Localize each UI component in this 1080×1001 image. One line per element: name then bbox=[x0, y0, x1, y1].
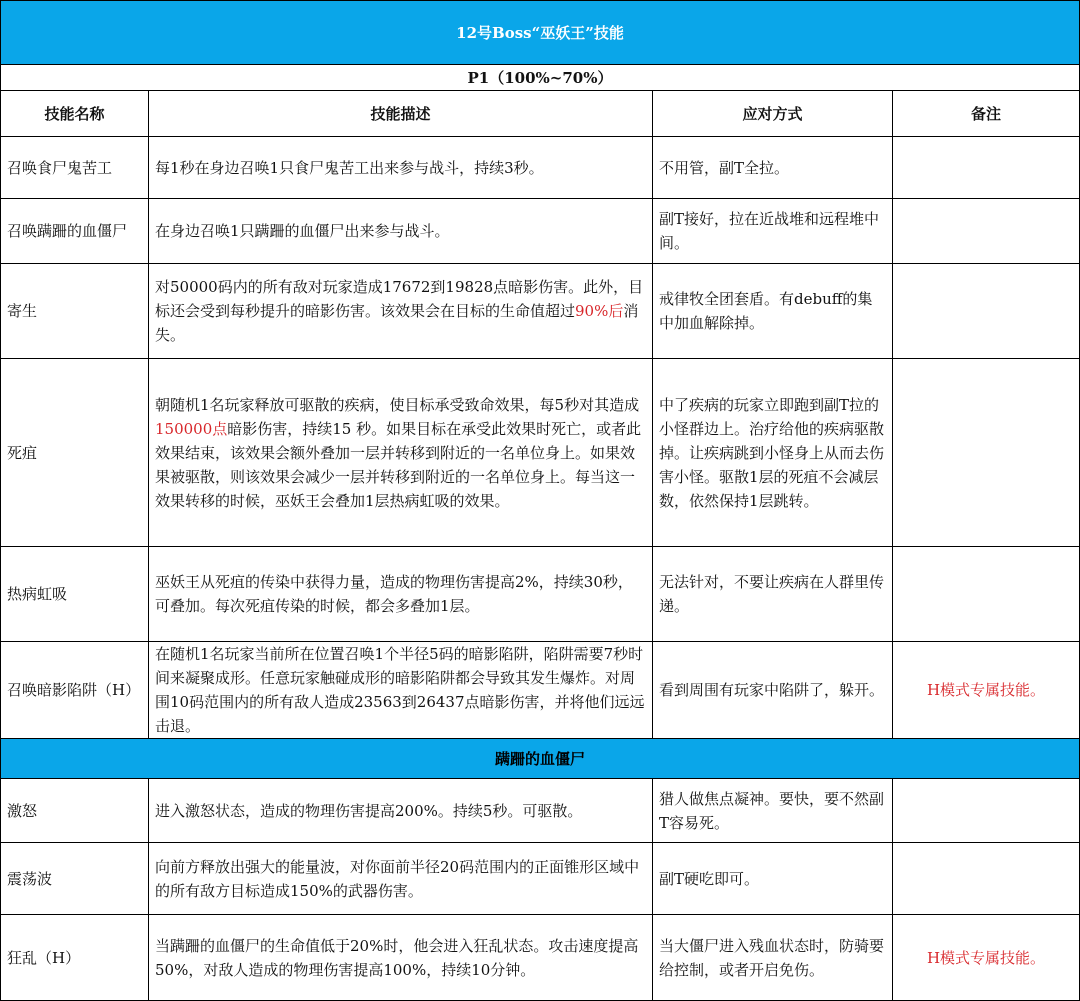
skill-name: 召唤暗影陷阱（H） bbox=[1, 642, 149, 739]
desc-text: 消失。 bbox=[155, 302, 639, 344]
skill-desc: 巫妖王从死疽的传染中获得力量，造成的物理伤害提高2%，持续30秒，可叠加。每次死疽传染的时候，都会多叠加1层。 bbox=[149, 547, 653, 642]
skill-note bbox=[893, 359, 1080, 547]
skill-name: 震荡波 bbox=[1, 843, 149, 915]
skill-desc bbox=[149, 264, 653, 359]
header-response: 应对方式 bbox=[653, 91, 893, 137]
table-row bbox=[1, 264, 1080, 359]
skill-response: 当大僵尸进入残血状态时，防骑要给控制，或者开启免伤。 bbox=[653, 915, 893, 1001]
skill-response: 看到周围有玩家中陷阱了，躲开。 bbox=[653, 642, 893, 739]
table-row bbox=[1, 547, 1080, 642]
table-row bbox=[1, 779, 1080, 843]
skill-note: H模式专属技能。 bbox=[893, 915, 1080, 1001]
desc-highlight: 150000点 bbox=[155, 419, 228, 438]
skill-desc: 每1秒在身边召唤1只食尸鬼苦工出来参与战斗，持续3秒。 bbox=[149, 137, 653, 199]
skill-desc bbox=[149, 359, 653, 547]
skill-desc: 向前方释放出强大的能量波，对你面前半径20码范围内的正面锥形区域中的所有敌方目标造成150%的武器伤害。 bbox=[149, 843, 653, 915]
header-note: 备注 bbox=[893, 91, 1080, 137]
table-row bbox=[1, 137, 1080, 199]
skill-note bbox=[893, 547, 1080, 642]
desc-highlight: 90%后 bbox=[575, 302, 624, 320]
sheet-title: 12号Boss“巫妖王”技能 bbox=[1, 1, 1080, 65]
skill-desc: 在随机1名玩家当前所在位置召唤1个半径5码的暗影陷阱，陷阱需要7秒时间来凝聚成形。任意玩家触碰成形的暗影陷阱都会导致其发生爆炸。对周围10码范围内的所有敌人造成23563到26437点暗影伤害，并将他们远远击退。 bbox=[149, 642, 653, 739]
table-row bbox=[1, 199, 1080, 264]
skill-response: 无法针对，不要让疾病在人群里传递。 bbox=[653, 547, 893, 642]
desc-text: 对50000码内的所有敌对玩家造成17672到19828点暗影伤害。此外，目标还会受到每秒提升的暗影伤害。该效果会在目标的生命值超过 bbox=[155, 278, 644, 320]
desc-text: 暗影伤害，持续15 秒。如果目标在承受此效果时死亡，或者此效果结束，该效果会额外叠加一层并转移到附近的一名单位身上。如果效果被驱散，则该效果会减少一层并转移到附近的一名单位身上。每当这一效果转移的时候，巫妖王会叠加1层热病虹吸的效果。 bbox=[155, 419, 642, 510]
header-skill-desc: 技能描述 bbox=[149, 91, 653, 137]
skill-name: 召唤食尸鬼苦工 bbox=[1, 137, 149, 199]
skill-response: 副T硬吃即可。 bbox=[653, 843, 893, 915]
skill-note bbox=[893, 779, 1080, 843]
skill-desc: 当蹒跚的血僵尸的生命值低于20%时，他会进入狂乱状态。攻击速度提高50%，对敌人造成的物理伤害提高100%，持续10分钟。 bbox=[149, 915, 653, 1001]
skill-note bbox=[893, 843, 1080, 915]
skill-desc: 在身边召唤1只蹒跚的血僵尸出来参与战斗。 bbox=[149, 199, 653, 264]
desc-text: 朝随机1名玩家释放可驱散的疾病，使目标承受致命效果，每5秒对其造成 bbox=[155, 395, 640, 414]
skill-name: 寄生 bbox=[1, 264, 149, 359]
skill-name: 热病虹吸 bbox=[1, 547, 149, 642]
skill-name: 死疽 bbox=[1, 359, 149, 547]
skill-name: 狂乱（H） bbox=[1, 915, 149, 1001]
skill-response: 戒律牧全团套盾。有debuff的集中加血解除掉。 bbox=[653, 264, 893, 359]
table-row bbox=[1, 915, 1080, 1001]
skill-note bbox=[893, 137, 1080, 199]
section-heading: 蹒跚的血僵尸 bbox=[1, 739, 1080, 779]
skill-response: 不用管，副T全拉。 bbox=[653, 137, 893, 199]
skill-name: 召唤蹒跚的血僵尸 bbox=[1, 199, 149, 264]
skill-note bbox=[893, 199, 1080, 264]
skill-desc: 进入激怒状态，造成的物理伤害提高200%。持续5秒。可驱散。 bbox=[149, 779, 653, 843]
table-row bbox=[1, 359, 1080, 547]
skill-response: 副T接好，拉在近战堆和远程堆中间。 bbox=[653, 199, 893, 264]
skill-note: H模式专属技能。 bbox=[893, 642, 1080, 739]
phase-heading: P1（100%~70%） bbox=[1, 65, 1080, 91]
table-row bbox=[1, 843, 1080, 915]
skill-response: 猎人做焦点凝神。要快，要不然副T容易死。 bbox=[653, 779, 893, 843]
skill-note bbox=[893, 264, 1080, 359]
header-skill-name: 技能名称 bbox=[1, 91, 149, 137]
table-row bbox=[1, 642, 1080, 739]
skill-name: 激怒 bbox=[1, 779, 149, 843]
skill-response: 中了疾病的玩家立即跑到副T拉的小怪群边上。治疗给他的疾病驱散掉。让疾病跳到小怪身上从而去伤害小怪。驱散1层的死疽不会减层数，依然保持1层跳转。 bbox=[653, 359, 893, 547]
